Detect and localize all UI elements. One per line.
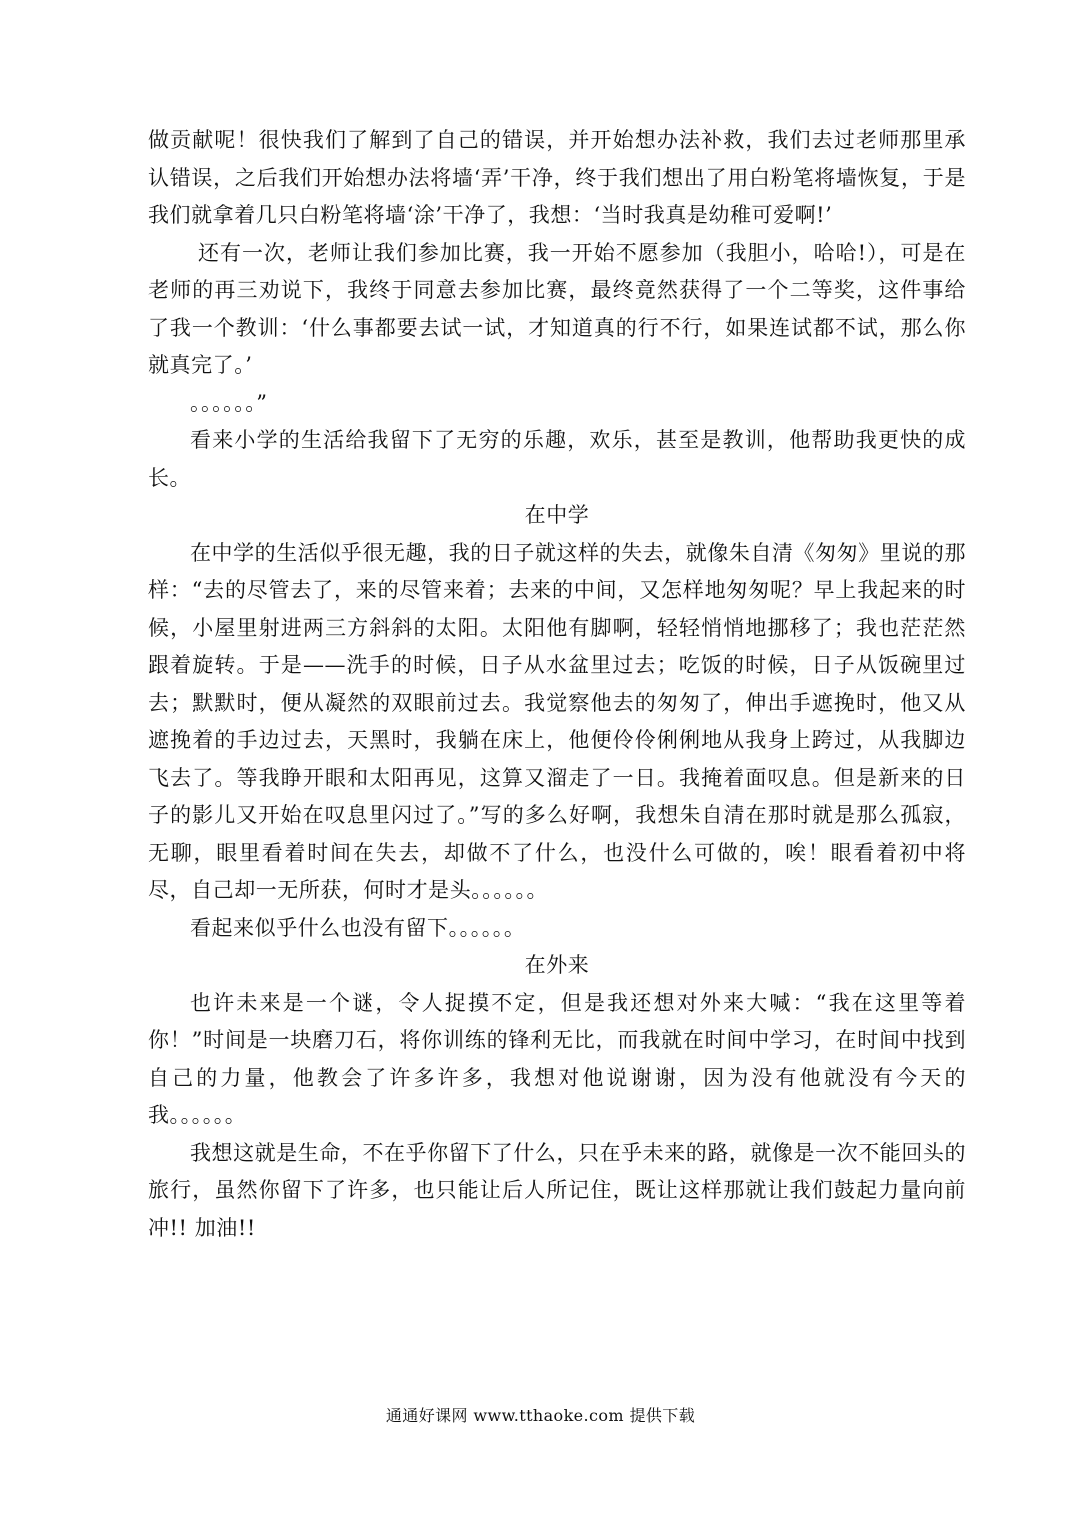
paragraph-continued: 做贡献呢！很快我们了解到了自己的错误，并开始想办法补救，我们去过老师那里承认错误，之后我们开始想办法将墙‘弄’干净，终于我们想出了用白粉笔将墙恢复，于是我们就拿着几只白粉笔将墙‘涂’干净了，我想：‘当时我真是幼稚可爱啊!’ [148, 128, 966, 227]
section-heading-future: 在外来 [524, 953, 590, 977]
paragraph-ellipsis: 。。。。。。” [190, 390, 268, 415]
paragraph-middle-school: 在中学的生活似乎很无趣，我的日子就这样的失去，就像朱自清《匆匆》里说的那样：“去的尽管去了，来的尽管来着；去来的中间，又怎样地匆匆呢？早上我起来的时候，小屋里射进两三方斜斜的太阳。太阳他有脚啊，轻轻悄悄地挪移了；我也茫茫然跟着旋转。于是——洗手的时候，日子从水盆里过去；吃饭的时候，日子从饭碗里过去；默默时，便从凝然的双眼前过去。我觉察他去的匆匆了，伸出手遮挽时，他又从遮挽着的手边过去，天黑时，我躺在床上，他便伶伶俐俐地从我身上跨过，从我脚边飞去了。等我睁开眼和太阳再见，这算又溜走了一日。我掩着面叹息。但是新来的日子的影儿又开始在叹息里闪过了。”写的多么好啊，我想朱自清在那时就是那么孤寂，无聊，眼里看着时间在失去，却做不了什么，也没什么可做的，唉！眼看着初中将尽，自己却一无所获，何时才是头。。。。。。 [148, 540, 966, 902]
page-footer: 通通好课网 www.tthaoke.com 提供下载 [385, 1406, 696, 1425]
paragraph-nothing-left: 看起来似乎什么也没有留下。。。。。。 [190, 915, 526, 940]
paragraph-future: 也许未来是一个谜，令人捉摸不定，但是我还想对外来大喊：“我在这里等着你！”时间是一块磨刀石，将你训练的锋利无比，而我就在时间中学习，在时间中找到自己的力量，他教会了许多许多，我想对他说谢谢，因为没有他就没有今天的我。。。。。。 [148, 990, 966, 1127]
paragraph-primary-summary: 看来小学的生活给我留下了无穷的乐趣，欢乐，甚至是教训，他帮助我更快的成长。 [148, 428, 966, 490]
paragraph-competition: 还有一次，老师让我们参加比赛，我一开始不愿参加（我胆小，哈哈!），可是在老师的再三劝说下，我终于同意去参加比赛，最终竟然获得了一个二等奖，这件事给了我一个教训：‘什么事都要去试一试，才知道真的行不行，如果连试都不试，那么你就真完了。’ [148, 240, 966, 377]
paragraph-conclusion: 我想这就是生命，不在乎你留下了什么，只在乎未来的路，就像是一次不能回头的旅行，虽然你留下了许多，也只能让后人所记住，既让这样那就让我们鼓起力量向前冲!! 加油!! [148, 1140, 966, 1240]
section-heading-middle-school: 在中学 [524, 503, 590, 527]
document-body [148, 122, 966, 1247]
